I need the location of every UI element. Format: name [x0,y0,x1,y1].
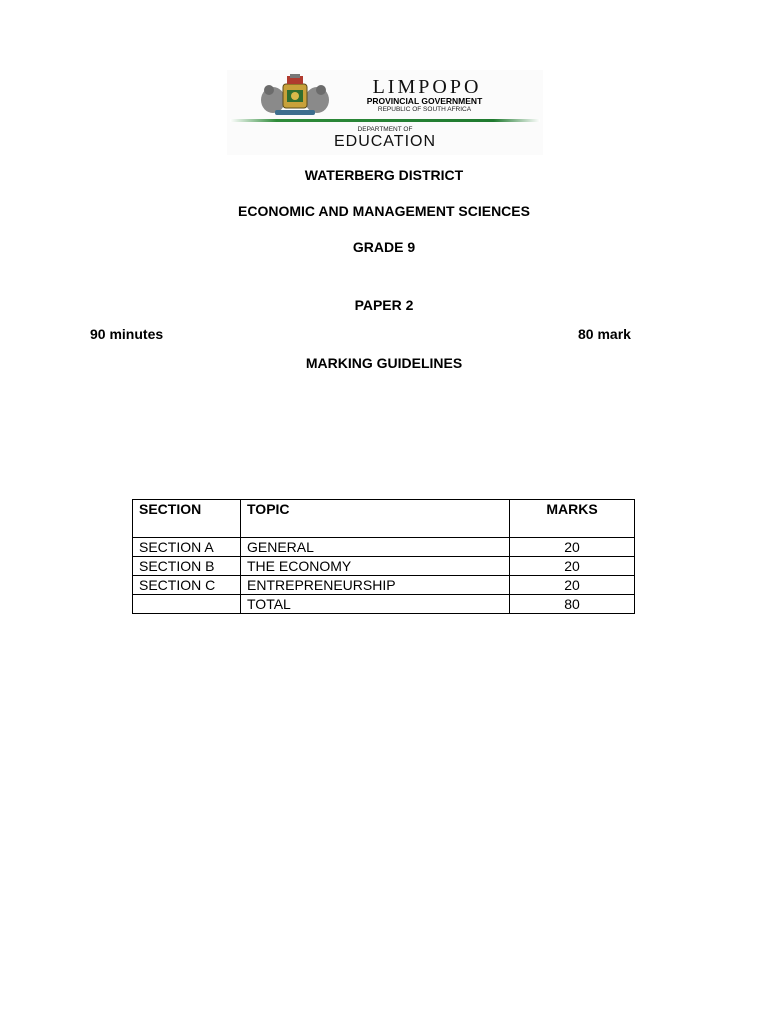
table-row [133,557,635,576]
cell-section: SECTION C [133,576,241,595]
grade-heading: GRADE 9 [352,239,416,255]
cell-section: SECTION B [133,557,241,576]
logo-department: EDUCATION [333,133,437,150]
paper-heading: PAPER 2 [354,297,414,313]
header-marks: MARKS [510,500,635,538]
cell-section [133,595,241,614]
logo-department-of: DEPARTMENT OF [357,126,413,133]
logo-subtitle: PROVINCIAL GOVERNMENT [366,96,483,106]
table-header-row [133,500,635,538]
limpopo-education-logo [227,70,543,155]
logo-divider [230,119,540,122]
logo-title: LIMPOPO [372,76,482,98]
cell-section: SECTION A [133,538,241,557]
header-topic: TOPIC [241,500,510,538]
total-marks-text: 80 mark [578,326,631,342]
marks-table [132,499,635,614]
cell-marks: 20 [510,576,635,595]
document-type-heading: MARKING GUIDELINES [305,355,463,371]
cell-marks: 80 [510,595,635,614]
table-row [133,538,635,557]
cell-topic: THE ECONOMY [241,557,510,576]
header-section: SECTION [133,500,241,538]
table-row [133,576,635,595]
coat-of-arms-icon [257,74,333,118]
cell-marks: 20 [510,538,635,557]
subject-heading: ECONOMIC AND MANAGEMENT SCIENCES [238,203,530,219]
cell-topic: TOTAL [241,595,510,614]
cell-topic: GENERAL [241,538,510,557]
table-total-row [133,595,635,614]
district-heading: WATERBERG DISTRICT [304,167,464,183]
cell-marks: 20 [510,557,635,576]
logo-subtitle-2: REPUBLIC OF SOUTH AFRICA [377,106,472,113]
cell-topic: ENTREPRENEURSHIP [241,576,510,595]
duration-text: 90 minutes [90,326,164,342]
